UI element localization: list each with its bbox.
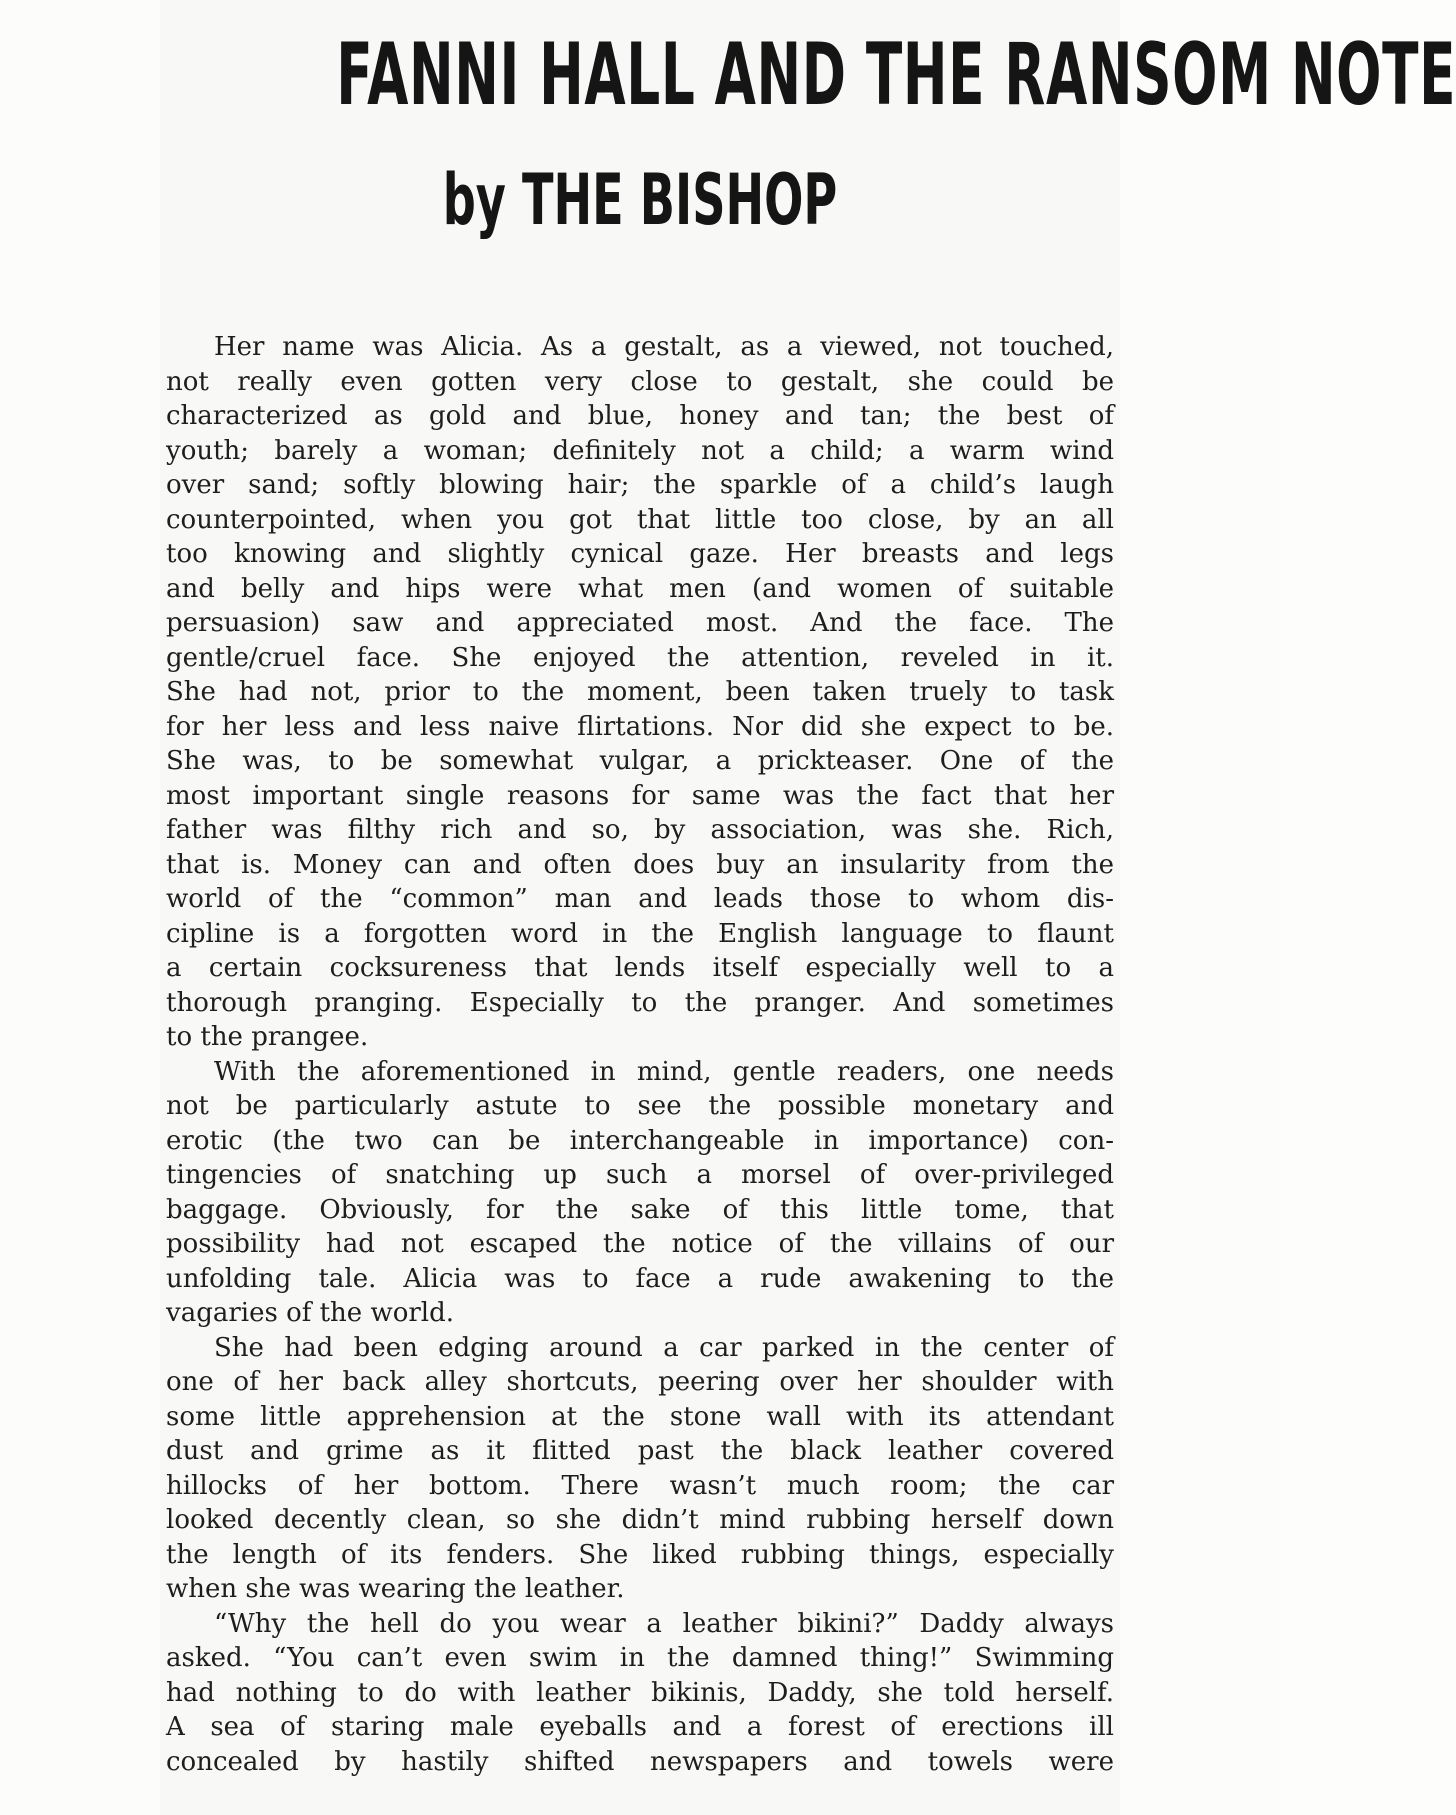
paragraph-1 [166,330,1114,1055]
text-line: asked. “You can’t even swim in the damned thing!” Swimming [166,1643,1114,1673]
text-line: vagaries of the world. [166,1298,455,1328]
text-line: over sand; softly blowing hair; the sparkle of a child’s laugh [166,470,1114,500]
text-line: had nothing to do with leather bikinis, Daddy, she told herself. [166,1677,1114,1708]
paragraph-2 [166,1055,1114,1331]
text-line: baggage. Obviously, for the sake of this little tome, that [166,1194,1114,1225]
text-line: She had been edging around a car parked in the center of [214,1332,1114,1363]
text-line: a certain cocksureness that lends itself especially well to a [166,953,1114,983]
text-line: Her name was Alicia. As a gestalt, as a viewed, not touched, [214,332,1114,362]
text-line: one of her back alley shortcuts, peering over her shoulder with [166,1367,1114,1397]
text-line: unfolding tale. Alicia was to face a rude awakening to the [166,1263,1114,1294]
text-line: “Why the hell do you wear a leather bikini?” Daddy always [214,1608,1114,1639]
text-line: the length of its fenders. She liked rubbing things, especially [166,1539,1114,1570]
text-line: erotic (the two can be interchangeable in importance) con- [166,1125,1114,1156]
text-line: dust and grime as it flitted past the black leather covered [166,1436,1114,1466]
text-line: most important single reasons for same was the fact that her [166,780,1114,811]
text-line: With the aforementioned in mind, gentle readers, one needs [214,1056,1114,1087]
text-line: not be particularly astute to see the possible monetary and [166,1091,1114,1121]
story-title: FANNI HALL AND THE RANSOM NOTE [336,25,1456,125]
text-line: possibility had not escaped the notice of the villains of our [166,1229,1114,1259]
text-line: youth; barely a woman; definitely not a child; a warm wind [166,435,1114,466]
text-line: for her less and less naive flirtations. Nor did she expect to be. [166,711,1114,742]
text-line: cipline is a forgotten word in the English language to flaunt [166,918,1114,949]
text-line: concealed by hastily shifted newspapers and towels were [166,1746,1114,1777]
text-line: She had not, prior to the moment, been taken truely to task [166,677,1114,707]
text-line: A sea of staring male eyeballs and a forest of erections ill [166,1712,1114,1742]
story-byline: by THE BISHOP [442,159,838,241]
text-line: hillocks of her bottom. There wasn’t much room; the car [166,1470,1114,1501]
text-line: characterized as gold and blue, honey and tan; the best of [166,401,1114,431]
text-line: father was filthy rich and so, by association, was she. Rich, [166,815,1114,845]
text-line: looked decently clean, so she didn’t mind rubbing herself down [166,1505,1114,1535]
text-line: counterpointed, when you got that little too close, by an all [166,504,1114,535]
text-line: to the prangee. [166,1022,369,1052]
text-line: too knowing and slightly cynical gaze. Her breasts and legs [166,539,1114,569]
paragraph-4 [166,1607,1114,1780]
text-line: gentle/cruel face. She enjoyed the attention, reveled in it. [166,642,1114,673]
text-line: not really even gotten very close to gestalt, she could be [166,366,1114,397]
paragraph-3 [166,1331,1114,1607]
text-line: world of the “common” man and leads those to whom dis- [166,884,1114,914]
text-line: when she was wearing the leather. [166,1574,625,1604]
text-line: tingencies of snatching up such a morsel of over-privileged [166,1160,1114,1190]
text-line: thorough pranging. Especially to the pranger. And sometimes [166,987,1114,1018]
text-line: that is. Money can and often does buy an insularity from the [166,849,1114,880]
story-body [166,330,1114,1779]
text-line: some little apprehension at the stone wall with its attendant [166,1401,1114,1432]
text-line: She was, to be somewhat vulgar, a prickteaser. One of the [166,746,1114,776]
text-line: persuasion) saw and appreciated most. And the face. The [166,608,1114,638]
text-line: and belly and hips were what men (and women of suitable [166,573,1114,604]
